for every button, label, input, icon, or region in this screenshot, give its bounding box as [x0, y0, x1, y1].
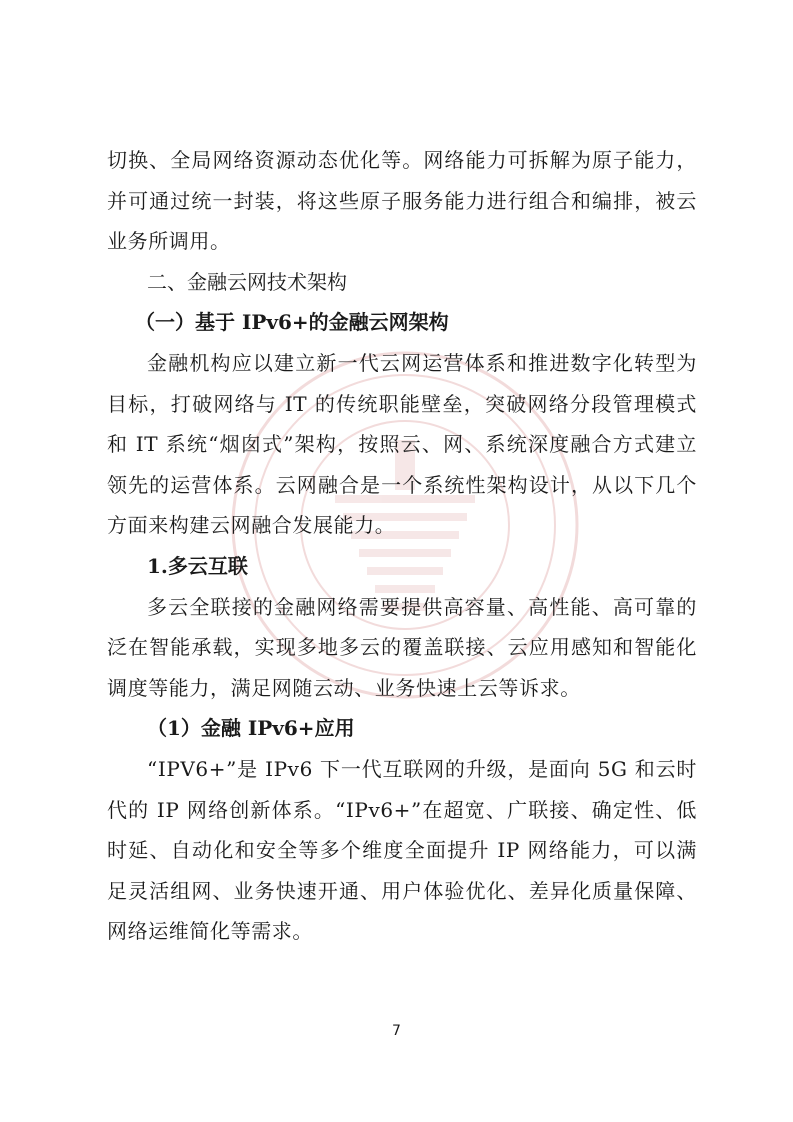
- subsection-heading: （一）基于 IPv6+的金融云网架构: [135, 310, 449, 335]
- body-paragraph: “IPV6+”是 IPv6 下一代互联网的升级，是面向 5G 和云时代的 IP 网络创新体系。“IPv6+”在超宽、广联接、确定性、低时延、自动化和安全等多个维度全面提升 IP 网络能力，可以满足灵活组网、业务快速开通、用户体验优化、差异化质量保障、网络运维简化等需求。: [107, 756, 697, 944]
- section-heading: 二、金融云网技术架构: [147, 269, 347, 294]
- page-number: 7: [392, 1023, 401, 1039]
- body-paragraph: 金融机构应以建立新一代云网运营体系和推进数字化转型为目标，打破网络与 IT 的传统职能壁垒，突破网络分段管理模式和 IT 系统“烟囱式”架构，按照云、网、系统深度融合方式建立领先的运营体系。云网融合是一个系统性架构设计，从以下几个方面来构建云网融合发展能力。: [107, 350, 697, 538]
- subitem-heading: （1）金融 IPv6+应用: [147, 716, 355, 741]
- item-heading: 1.多云互联: [147, 553, 248, 578]
- page-body: [107, 140, 697, 952]
- body-paragraph: 多云全联接的金融网络需要提供高容量、高性能、高可靠的泛在智能承载，实现多地多云的覆盖联接、云应用感知和智能化调度等能力，满足网随云动、业务快速上云等诉求。: [107, 594, 697, 700]
- body-paragraph: 切换、全局网络资源动态优化等。网络能力可拆解为原子能力，并可通过统一封装，将这些原子服务能力进行组合和编排，被云业务所调用。: [107, 148, 697, 254]
